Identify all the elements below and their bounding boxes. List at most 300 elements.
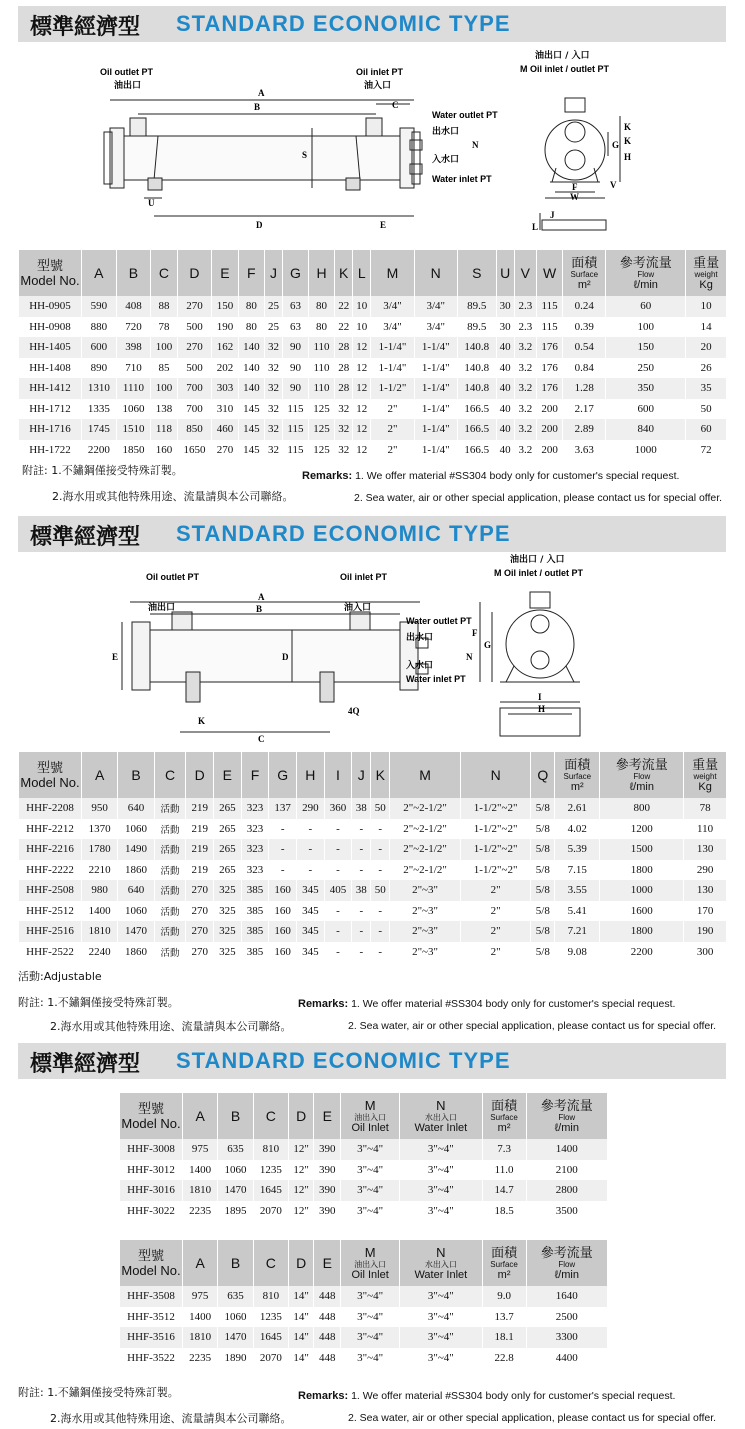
value-cell: 9.0: [482, 1286, 526, 1307]
value-cell: 270: [212, 440, 238, 461]
value-cell: -: [352, 860, 371, 881]
value-cell: 310: [212, 399, 238, 420]
value-cell: 40: [496, 378, 514, 399]
value-cell: 13.7: [482, 1307, 526, 1328]
value-cell: 40: [496, 337, 514, 358]
table-header-row: [120, 1240, 608, 1286]
value-cell: -: [352, 819, 371, 840]
value-cell: 2": [460, 921, 531, 942]
value-cell: 4.02: [555, 819, 600, 840]
value-cell: 975: [183, 1139, 218, 1160]
value-cell: 1235: [253, 1307, 288, 1328]
table-header-cell: [371, 752, 390, 798]
table-header-cell: [684, 752, 727, 798]
table-row: [19, 358, 727, 379]
s1-water-outlet-label: Water outlet PT: [432, 110, 498, 120]
value-cell: 5/8: [531, 860, 555, 881]
value-cell: 1-1/4": [414, 358, 457, 379]
s2-water-inlet-zh: 入水口: [406, 661, 434, 671]
value-cell: 110: [308, 337, 334, 358]
s1-oil-outlet-zh: 油出口: [114, 81, 142, 91]
value-cell: 12: [353, 440, 371, 461]
value-cell: 448: [314, 1348, 341, 1369]
value-cell: 2": [371, 399, 414, 420]
value-cell: 32: [335, 440, 353, 461]
value-cell: 125: [308, 399, 334, 420]
s2-remarks-1: [298, 998, 675, 1010]
value-cell: 3"~4": [400, 1180, 483, 1201]
value-cell: 160: [269, 880, 297, 901]
header-label-part: 參考流量: [619, 254, 672, 270]
header-label: E: [222, 767, 233, 783]
table-row: [19, 942, 727, 963]
table-header-cell: [283, 250, 309, 296]
value-cell: 1-1/4": [371, 358, 414, 379]
value-cell: 40: [496, 419, 514, 440]
value-cell: -: [269, 819, 297, 840]
value-cell: 2.89: [563, 419, 606, 440]
value-cell: 270: [186, 901, 214, 922]
value-cell: 1860: [118, 942, 154, 963]
header-label: I: [336, 767, 340, 783]
section1-title-bar: [18, 6, 726, 42]
s2-note-1: 附註: 1.不鏽鋼僅接受特殊訂製。: [18, 996, 179, 1009]
value-cell: 1.28: [563, 378, 606, 399]
value-cell: 1-1/4": [414, 378, 457, 399]
header-label: A: [94, 265, 104, 281]
value-cell: 2235: [183, 1348, 218, 1369]
value-cell: 18.1: [482, 1327, 526, 1348]
s2-dim-4q: 4Q: [348, 706, 360, 716]
value-cell: 2800: [526, 1180, 607, 1201]
s1-remarks-1: [302, 470, 679, 482]
table-header-cell: [341, 1240, 400, 1286]
value-cell: 12": [288, 1139, 313, 1160]
header-label: K: [339, 265, 349, 281]
table-row: [19, 798, 727, 819]
value-cell: 活動: [154, 798, 186, 819]
value-cell: 40: [496, 440, 514, 461]
value-cell: 80: [308, 296, 334, 317]
header-label: B: [128, 265, 139, 281]
header-label-part: Flow: [558, 1112, 576, 1122]
value-cell: 345: [296, 942, 324, 963]
value-cell: 190: [684, 921, 727, 942]
value-cell: 2"~2-1/2": [390, 798, 461, 819]
value-cell: 12: [353, 399, 371, 420]
value-cell: 270: [186, 942, 214, 963]
header-label: N: [490, 767, 501, 783]
value-cell: 720: [116, 317, 151, 338]
value-cell: 0.24: [563, 296, 606, 317]
s2-side-top-en: M Oil inlet / outlet PT: [494, 568, 583, 578]
value-cell: 32: [335, 399, 353, 420]
header-label-part: Model No.: [121, 1116, 181, 1131]
s2-dim-c: C: [258, 734, 265, 742]
table-header-cell: [212, 250, 238, 296]
header-label-part: m²: [570, 780, 584, 793]
value-cell: 345: [296, 880, 324, 901]
value-cell: 1510: [116, 419, 151, 440]
model-cell: HHF-2216: [19, 839, 82, 860]
value-cell: 1470: [118, 921, 154, 942]
header-label: F: [250, 767, 260, 783]
value-cell: 3/4": [414, 296, 457, 317]
header-label-part: 參考流量: [615, 756, 668, 772]
value-cell: 460: [212, 419, 238, 440]
value-cell: 1745: [82, 419, 117, 440]
value-cell: 590: [82, 296, 117, 317]
value-cell: 1-1/4": [414, 419, 457, 440]
value-cell: 1780: [82, 839, 118, 860]
value-cell: 160: [269, 901, 297, 922]
value-cell: 32: [265, 358, 283, 379]
header-label-part: 水出入口: [424, 1112, 457, 1122]
model-cell: HH-1405: [19, 337, 82, 358]
s2-oil-outlet-zh: 油出口: [148, 603, 176, 613]
header-label: E: [322, 1255, 332, 1271]
header-label: G: [290, 265, 301, 281]
header-label: V: [520, 265, 530, 281]
value-cell: 265: [214, 860, 242, 881]
value-cell: 1235: [253, 1160, 288, 1181]
value-cell: 1060: [218, 1307, 253, 1328]
header-label: H: [316, 265, 327, 281]
header-label: C: [265, 1108, 276, 1124]
value-cell: 5/8: [531, 901, 555, 922]
value-cell: 20: [686, 337, 727, 358]
value-cell: 9.08: [555, 942, 600, 963]
header-label-part: Surface: [490, 1259, 518, 1269]
value-cell: 2"~3": [390, 880, 461, 901]
header-label: A: [95, 767, 105, 783]
value-cell: 1200: [600, 819, 684, 840]
value-cell: 1-1/2"~2": [460, 819, 531, 840]
section2-title-en: STANDARD ECONOMIC TYPE: [176, 521, 511, 546]
model-cell: HH-1712: [19, 399, 82, 420]
value-cell: 200: [536, 419, 562, 440]
header-label: A: [195, 1255, 205, 1271]
value-cell: -: [296, 860, 324, 881]
header-label-part: N: [436, 1244, 446, 1260]
header-label-part: 型號: [137, 1248, 164, 1263]
value-cell: 3"~4": [341, 1348, 400, 1369]
table-header-cell: [265, 250, 283, 296]
s1-dim-c: C: [392, 100, 399, 110]
model-cell: HH-0908: [19, 317, 82, 338]
value-cell: 3.2: [514, 419, 536, 440]
value-cell: 12: [353, 358, 371, 379]
section3-title-bar: [18, 1043, 726, 1079]
value-cell: 110: [684, 819, 727, 840]
header-label: C: [164, 767, 176, 783]
value-cell: 150: [212, 296, 238, 317]
table-header-row: [19, 250, 727, 296]
value-cell: 398: [116, 337, 151, 358]
table-header-cell: [118, 752, 154, 798]
value-cell: 5/8: [531, 798, 555, 819]
value-cell: 2210: [82, 860, 118, 881]
table-header-cell: [82, 250, 117, 296]
value-cell: -: [371, 942, 390, 963]
value-cell: 12: [353, 419, 371, 440]
value-cell: 2"~3": [390, 901, 461, 922]
value-cell: 1490: [118, 839, 154, 860]
value-cell: 125: [308, 419, 334, 440]
table-header-cell: [531, 752, 555, 798]
table-row: [19, 296, 727, 317]
header-label-part: 參考流量: [540, 1244, 593, 1260]
value-cell: 166.5: [457, 440, 496, 461]
header-label: K: [375, 767, 385, 783]
value-cell: 710: [116, 358, 151, 379]
value-cell: -: [324, 942, 352, 963]
value-cell: 7.15: [555, 860, 600, 881]
value-cell: 2100: [526, 1160, 607, 1181]
value-cell: 219: [186, 819, 214, 840]
value-cell: 3"~4": [341, 1327, 400, 1348]
header-label: E: [220, 265, 230, 281]
value-cell: 7.21: [555, 921, 600, 942]
value-cell: 3"~4": [400, 1201, 483, 1222]
value-cell: 活動: [154, 839, 186, 860]
header-label-part: 重量: [693, 254, 720, 270]
table-header-cell: [352, 752, 371, 798]
value-cell: 30: [496, 296, 514, 317]
table-header-cell: [353, 250, 371, 296]
s2-dim-n: N: [466, 652, 473, 662]
table-row: [120, 1180, 608, 1201]
value-cell: 2070: [253, 1201, 288, 1222]
value-cell: -: [324, 901, 352, 922]
table-header-cell: [457, 250, 496, 296]
value-cell: 2500: [526, 1307, 607, 1328]
value-cell: 345: [296, 901, 324, 922]
value-cell: 32: [265, 378, 283, 399]
table-header-cell: [563, 250, 606, 296]
section2-title-zh: 標準經濟型: [30, 525, 141, 550]
table-header-cell: [116, 250, 151, 296]
value-cell: 35: [686, 378, 727, 399]
value-cell: 219: [186, 860, 214, 881]
model-cell: HH-1722: [19, 440, 82, 461]
header-label: G: [277, 767, 289, 783]
s2-oil-inlet-label: Oil inlet PT: [340, 572, 388, 582]
value-cell: 3.2: [514, 440, 536, 461]
value-cell: 14": [288, 1307, 313, 1328]
value-cell: 10: [353, 317, 371, 338]
value-cell: 385: [241, 921, 269, 942]
header-label-part: m²: [577, 278, 591, 291]
value-cell: 32: [265, 419, 283, 440]
value-cell: -: [371, 839, 390, 860]
value-cell: 303: [212, 378, 238, 399]
header-label-part: 型號: [36, 760, 63, 775]
table-header-cell: [288, 1093, 313, 1139]
model-cell: HH-1716: [19, 419, 82, 440]
value-cell: 3500: [526, 1201, 607, 1222]
model-cell: HHF-3512: [120, 1307, 183, 1328]
header-label-part: weight: [693, 771, 717, 781]
value-cell: 640: [118, 798, 154, 819]
s1-dim-k2: K: [624, 136, 632, 146]
s2-dim-e: E: [112, 652, 119, 662]
header-label-part: Flow: [633, 771, 651, 781]
value-cell: 390: [314, 1139, 341, 1160]
value-cell: 25: [265, 317, 283, 338]
value-cell: 1810: [183, 1327, 218, 1348]
s1-dim-f: F: [572, 182, 578, 192]
header-label-part: ℓ/min: [554, 1121, 579, 1134]
value-cell: 323: [241, 860, 269, 881]
value-cell: 40: [496, 358, 514, 379]
header-label: M: [419, 767, 431, 783]
value-cell: 80: [238, 296, 264, 317]
value-cell: 125: [308, 440, 334, 461]
value-cell: -: [371, 901, 390, 922]
header-label-part: Kg: [698, 780, 712, 793]
value-cell: 600: [606, 399, 686, 420]
value-cell: 12": [288, 1201, 313, 1222]
model-cell: HHF-2516: [19, 921, 82, 942]
s1-remarks-label: Remarks:: [302, 470, 353, 482]
value-cell: 3.2: [514, 358, 536, 379]
value-cell: 3.55: [555, 880, 600, 901]
value-cell: 1650: [177, 440, 212, 461]
value-cell: 3"~4": [400, 1307, 483, 1328]
s1-remarks-2: 2. Sea water, air or other special application, please contact us for special offer.: [354, 492, 723, 504]
s1-dim-e: E: [380, 220, 387, 230]
s2-dim-f: F: [472, 628, 478, 638]
value-cell: 115: [283, 419, 309, 440]
value-cell: 2070: [253, 1348, 288, 1369]
table-header-cell: [296, 752, 324, 798]
section1-diagram: [80, 48, 640, 238]
value-cell: 10: [353, 296, 371, 317]
value-cell: 5/8: [531, 819, 555, 840]
value-cell: 325: [214, 880, 242, 901]
table-header-cell: [496, 250, 514, 296]
model-cell: HHF-3522: [120, 1348, 183, 1369]
s1-dim-g: G: [612, 140, 620, 150]
value-cell: 3"~4": [400, 1286, 483, 1307]
value-cell: -: [324, 819, 352, 840]
value-cell: 3/4": [371, 317, 414, 338]
value-cell: 1600: [600, 901, 684, 922]
header-label-part: 面積: [571, 254, 598, 270]
value-cell: 350: [606, 378, 686, 399]
value-cell: 300: [684, 942, 727, 963]
s1-dim-w: W: [570, 192, 579, 202]
value-cell: 448: [314, 1286, 341, 1307]
value-cell: 500: [177, 358, 212, 379]
value-cell: 3/4": [371, 296, 414, 317]
table-header-cell: [154, 752, 186, 798]
value-cell: 60: [606, 296, 686, 317]
header-label-part: Flow: [637, 269, 655, 279]
value-cell: 1-1/2"~2": [460, 860, 531, 881]
value-cell: -: [269, 860, 297, 881]
header-label: A: [195, 1108, 205, 1124]
value-cell: 265: [214, 798, 242, 819]
value-cell: 32: [335, 419, 353, 440]
table-header-cell: [241, 752, 269, 798]
value-cell: 3"~4": [341, 1139, 400, 1160]
value-cell: 90: [283, 378, 309, 399]
section3-title-zh: 標準經濟型: [30, 1052, 141, 1077]
value-cell: 1645: [253, 1327, 288, 1348]
value-cell: 323: [241, 819, 269, 840]
s2-dim-k: K: [198, 716, 206, 726]
header-label-part: 面積: [491, 1244, 518, 1260]
s1-water-outlet-zh: 出水口: [432, 127, 460, 137]
table-header-cell: [324, 752, 352, 798]
value-cell: 385: [241, 942, 269, 963]
value-cell: 840: [606, 419, 686, 440]
value-cell: 63: [283, 296, 309, 317]
value-cell: 3"~4": [341, 1307, 400, 1328]
s1-dim-a: A: [258, 88, 265, 98]
value-cell: 14: [686, 317, 727, 338]
value-cell: 14": [288, 1348, 313, 1369]
s2-water-inlet-label: Water inlet PT: [406, 674, 466, 684]
value-cell: 160: [269, 942, 297, 963]
value-cell: 219: [186, 839, 214, 860]
value-cell: 2200: [82, 440, 117, 461]
header-label: C: [265, 1255, 276, 1271]
header-label-part: N: [436, 1097, 446, 1113]
value-cell: 975: [183, 1286, 218, 1307]
value-cell: 14.7: [482, 1180, 526, 1201]
s3-note-1: 附註: 1.不鏽鋼僅接受特殊訂製。: [18, 1386, 179, 1399]
table-header-cell: [606, 250, 686, 296]
value-cell: 325: [214, 921, 242, 942]
value-cell: 90: [283, 337, 309, 358]
value-cell: 2": [460, 942, 531, 963]
header-label-part: Surface: [570, 269, 599, 279]
value-cell: 850: [177, 419, 212, 440]
header-label-part: 型號: [36, 258, 63, 273]
value-cell: 880: [82, 317, 117, 338]
value-cell: 140.8: [457, 358, 496, 379]
value-cell: 176: [536, 378, 562, 399]
value-cell: 2200: [600, 942, 684, 963]
value-cell: 100: [606, 317, 686, 338]
s1-side-top-zh: 油出口 / 入口: [535, 51, 590, 61]
section3-spec-table-1: [120, 1093, 608, 1221]
s2-adjustable-note: 活動:Adjustable: [18, 970, 102, 983]
value-cell: 88: [151, 296, 177, 317]
value-cell: 5.41: [555, 901, 600, 922]
s2-water-outlet-label: Water outlet PT: [406, 616, 472, 626]
header-label-part: Water Inlet: [414, 1121, 468, 1134]
table-row: [120, 1139, 608, 1160]
value-cell: -: [296, 839, 324, 860]
value-cell: 12: [353, 337, 371, 358]
value-cell: 14": [288, 1327, 313, 1348]
table-header-cell: [526, 1093, 607, 1139]
value-cell: 137: [269, 798, 297, 819]
value-cell: 162: [212, 337, 238, 358]
model-cell: HHF-2212: [19, 819, 82, 840]
s1-dim-u: U: [148, 198, 155, 208]
value-cell: 1060: [118, 901, 154, 922]
value-cell: 22: [335, 296, 353, 317]
s2-dim-g: G: [484, 640, 492, 650]
value-cell: 1470: [218, 1327, 253, 1348]
table-header-cell: [19, 250, 82, 296]
value-cell: 345: [296, 921, 324, 942]
